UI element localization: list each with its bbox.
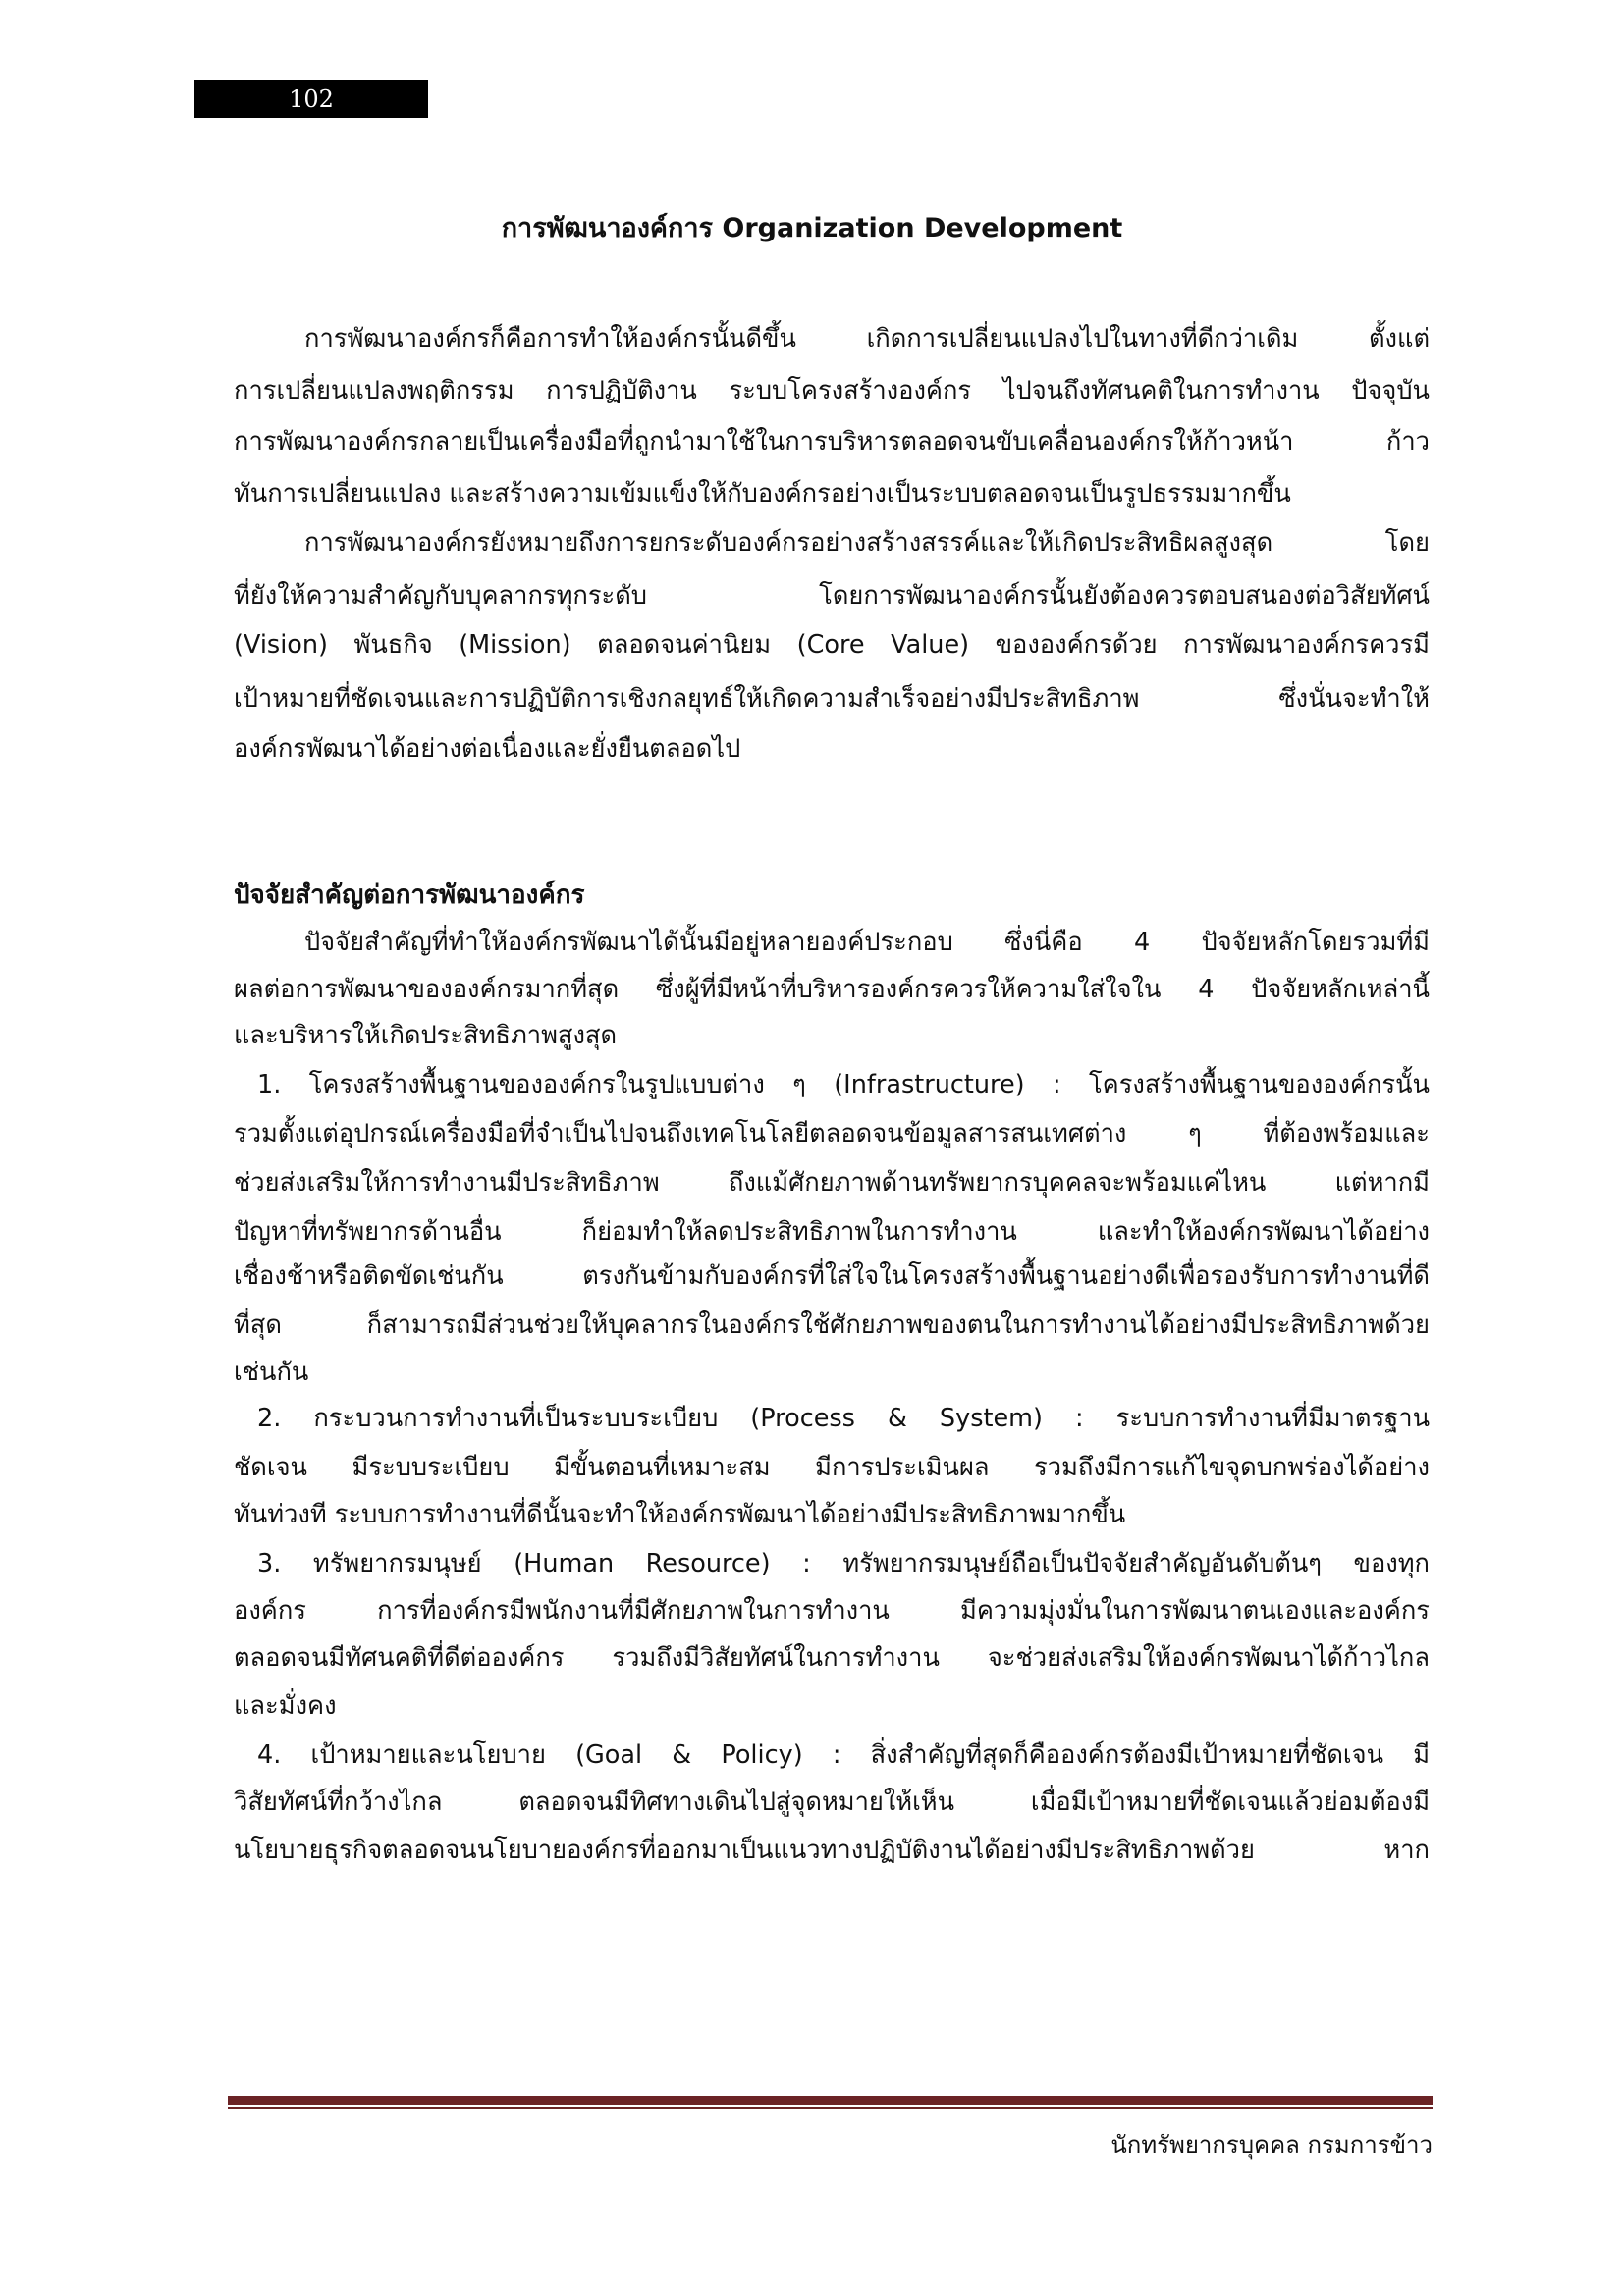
paragraph-line: การพัฒนาองค์กรยังหมายถึงการยกระดับองค์กรอย่างสร้างสรรค์และให้เกิดประสิทธิผลสูงสุด โดย <box>304 528 1430 558</box>
page-number: 102 <box>289 85 334 113</box>
paragraph-line: (Vision) พันธกิจ (Mission) ตลอดจนค่านิยม (Core Value) ขององค์กรด้วย การพัฒนาองค์กรควรมี <box>234 630 1430 660</box>
list-item-line: 1. โครงสร้างพื้นฐานขององค์กรในรูปแบบต่าง ๆ (Infrastructure) : โครงสร้างพื้นฐานขององค์กรนั้น <box>257 1070 1430 1099</box>
paragraph-line: และบริหารให้เกิดประสิทธิภาพสูงสุด <box>234 1021 618 1050</box>
list-item-line: รวมตั้งแต่อุปกรณ์เครื่องมือที่จำเป็นไปจนถึงเทคโนโลยีตลอดจนข้อมูลสารสนเทศต่าง ๆ ที่ต้องพร้อมและ <box>234 1119 1430 1148</box>
list-item-line: 2. กระบวนการทำงานที่เป็นระบบระเบียบ (Process & System) : ระบบการทำงานที่มีมาตรฐาน <box>257 1404 1430 1433</box>
list-item-line: ตลอดจนมีทัศนคติที่ดีต่อองค์กร รวมถึงมีวิสัยทัศน์ในการทำงาน จะช่วยส่งเสริมให้องค์กรพัฒนาได้ก้าวไกล <box>234 1643 1430 1673</box>
list-item-line: 3. ทรัพยากรมนุษย์ (Human Resource) : ทรัพยากรมนุษย์ถือเป็นปัจจัยสำคัญอันดับต้นๆ ของทุก <box>257 1549 1430 1578</box>
list-item-line: ที่สุด ก็สามารถมีส่วนช่วยให้บุคลากรในองค์กรใช้ศักยภาพของตนในการทำงานได้อย่างมีประสิทธิภาพด้วย <box>234 1310 1430 1340</box>
list-item-line: ชัดเจน มีระบบระเบียบ มีขั้นตอนที่เหมาะสม มีการประเมินผล รวมถึงมีการแก้ไขจุดบกพร่องได้อย่าง <box>234 1453 1430 1482</box>
list-item-line: นโยบายธุรกิจตลอดจนนโยบายองค์กรที่ออกมาเป็นแนวทางปฏิบัติงานได้อย่างมีประสิทธิภาพด้วย หาก <box>234 1836 1430 1865</box>
paragraph-line: การพัฒนาองค์กรก็คือการทำให้องค์กรนั้นดีขึ้น เกิดการเปลี่ยนแปลงไปในทางที่ดีกว่าเดิม ตั้งแต่ <box>304 324 1430 353</box>
list-item-line: เชื่องช้าหรือติดขัดเช่นกัน ตรงกันข้ามกับองค์กรที่ใส่ใจในโครงสร้างพื้นฐานอย่างดีเพื่อรองรับการทำงานที่ดี <box>234 1261 1430 1291</box>
list-item-line: เช่นกัน <box>234 1358 309 1387</box>
paragraph-line: ผลต่อการพัฒนาขององค์กรมากที่สุด ซึ่งผู้ที่มีหน้าที่บริหารองค์กรควรให้ความใส่ใจใน 4 ปัจจัยหลักเหล่านี้ <box>234 975 1430 1004</box>
footer-rule-thick <box>228 2096 1433 2105</box>
list-item-line: วิสัยทัศน์ที่กว้างไกล ตลอดจนมีทิศทางเดินไปสู่จุดหมายให้เห็น เมื่อมีเป้าหมายที่ชัดเจนแล้วย่อมต้องมี <box>234 1788 1430 1817</box>
list-item-line: ช่วยส่งเสริมให้การทำงานมีประสิทธิภาพ ถึงแม้ศักยภาพด้านทรัพยากรบุคคลจะพร้อมแค่ไหน แต่หากมี <box>234 1168 1430 1198</box>
paragraph-line: การเปลี่ยนแปลงพฤติกรรม การปฏิบัติงาน ระบบโครงสร้างองค์กร ไปจนถึงทัศนคติในการทำงาน ปัจจุบัน <box>234 376 1430 405</box>
list-item-line: ทันท่วงที ระบบการทำงานที่ดีนั้นจะทำให้องค์กรพัฒนาได้อย่างมีประสิทธิภาพมากขึ้น <box>234 1500 1126 1529</box>
list-item-line: องค์กร การที่องค์กรมีพนักงานที่มีศักยภาพในการทำงาน มีความมุ่งมั่นในการพัฒนาตนเองและองค์กร <box>234 1596 1430 1626</box>
paragraph-line: ที่ยังให้ความสำคัญกับบุคลากรทุกระดับ โดยการพัฒนาองค์กรนั้นยังต้องควรตอบสนองต่อวิสัยทัศน์ <box>234 581 1430 611</box>
paragraph-line: การพัฒนาองค์กรกลายเป็นเครื่องมือที่ถูกนำมาใช้ในการบริหารตลอดจนขับเคลื่อนองค์กรให้ก้าวหน้า ก้าว <box>234 427 1430 456</box>
list-item-line: 4. เป้าหมายและนโยบาย (Goal & Policy) : สิ่งสำคัญที่สุดก็คือองค์กรต้องมีเป้าหมายที่ชัดเจน มี <box>257 1740 1430 1770</box>
footer-rule-thin <box>228 2107 1433 2109</box>
list-item-line: และมั่งคง <box>234 1691 337 1721</box>
page-number-bar <box>194 80 428 118</box>
paragraph-line: องค์กรพัฒนาได้อย่างต่อเนื่องและยั่งยืนตลอดไป <box>234 734 741 764</box>
paragraph-line: ปัจจัยสำคัญที่ทำให้องค์กรพัฒนาได้นั้นมีอยู่หลายองค์ประกอบ ซึ่งนี่คือ 4 ปัจจัยหลักโดยรวมที่มี <box>304 928 1430 957</box>
footer-text: นักทรัพยากรบุคคล กรมการข้าว <box>1110 2131 1433 2159</box>
paragraph-line: เป้าหมายที่ชัดเจนและการปฏิบัติการเชิงกลยุทธ์ให้เกิดความสำเร็จอย่างมีประสิทธิภาพ ซึ่งนั่นจะทำให้ <box>234 684 1430 714</box>
paragraph-line: ทันการเปลี่ยนแปลง และสร้างความเข้มแข็งให้กับองค์กรอย่างเป็นระบบตลอดจนเป็นรูปธรรมมากขึ้น <box>234 479 1291 508</box>
document-title: การพัฒนาองค์การ Organization Development <box>501 213 1123 243</box>
list-item-line: ปัญหาที่ทรัพยากรด้านอื่น ก็ย่อมทำให้ลดประสิทธิภาพในการทำงาน และทำให้องค์กรพัฒนาได้อย่าง <box>234 1217 1430 1247</box>
section-heading: ปัจจัยสำคัญต่อการพัฒนาองค์กร <box>234 881 585 910</box>
